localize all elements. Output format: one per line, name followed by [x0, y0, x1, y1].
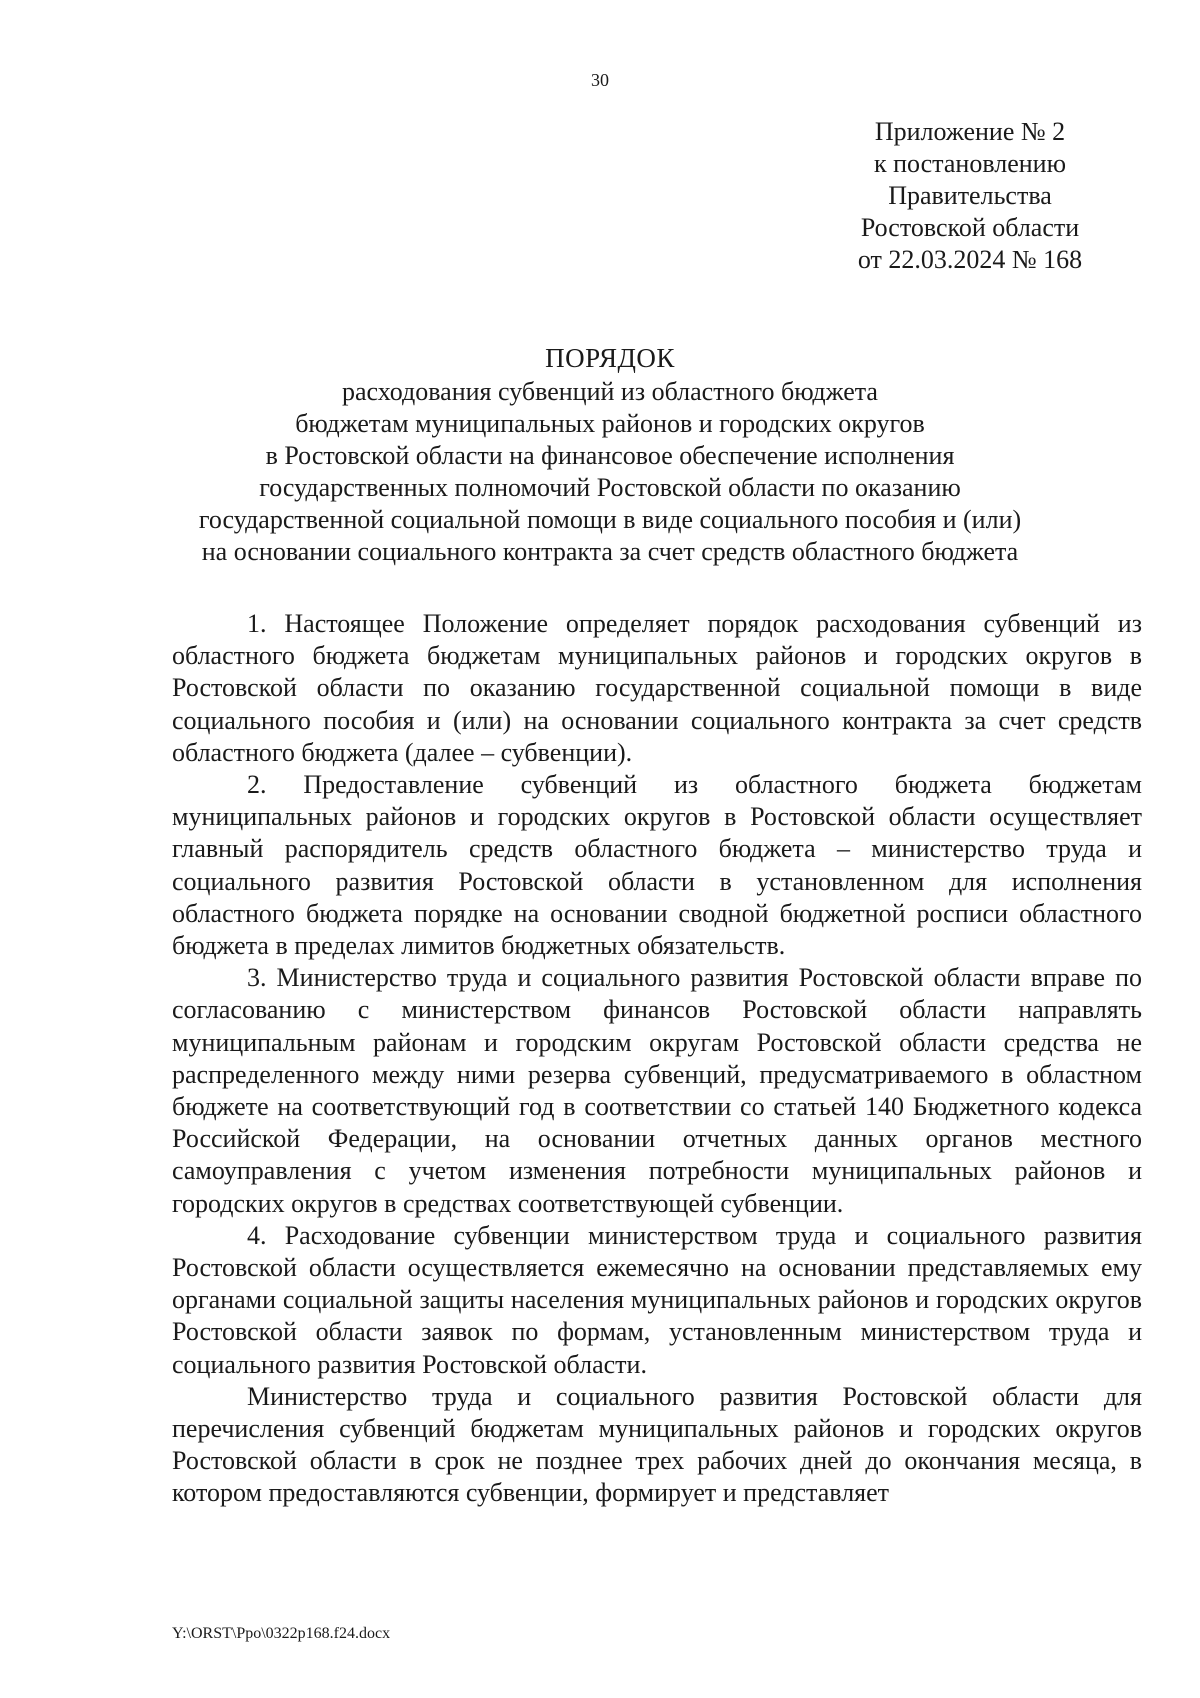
- paragraph-1: 1. Настоящее Положение определяет порядок расходования субвенций из областного бюджета бюджетам муниципальных районов и городских округов в Ростовской области по оказанию государственной социальной помощи в виде социального пособия и (или) на основании социального контракта за счет средств областного бюджета (далее – субвенции).: [172, 609, 1142, 767]
- paragraph-3: 3. Министерство труда и социального развития Ростовской области вправе по согласованию с министерством финансов Ростовской области направлять муниципальным районам и городским округам Ростовской области средства не распределенного между ними резерва субвенций, предусматриваемого в областном бюджете на соответствующий год в соответствии со статьей 140 Бюджетного кодекса Российской Федерации, на основании отчетных данных органов местного самоуправления с учетом изменения потребности муниципальных районов и городских округов в средствах соответствующей субвенции.: [172, 963, 1142, 1218]
- appendix-line: к постановлению: [873, 149, 1067, 178]
- document-subtitle-line: государственной социальной помощи в виде социального пособия и (или): [198, 505, 1022, 534]
- appendix-header: [820, 116, 1120, 276]
- page-number: 30: [591, 70, 609, 90]
- document-subtitle-line: расходования субвенций из областного бюджета: [342, 377, 878, 406]
- document-body: [172, 608, 1142, 1510]
- appendix-line: от 22.03.2024 № 168: [857, 245, 1083, 274]
- paragraph-5: Министерство труда и социального развития Ростовской области для перечисления субвенций бюджетам муниципальных районов и городских округов Ростовской области в срок не позднее трех рабочих дней до окончания месяца, в котором предоставляются субвенции, формирует и представляет: [172, 1381, 1142, 1508]
- document-title: ПОРЯДОК: [545, 343, 675, 373]
- document-subtitle-line: государственных полномочий Ростовской области по оказанию: [259, 473, 961, 502]
- document-subtitle-line: бюджетам муниципальных районов и городских округов: [295, 409, 925, 438]
- footer-file-path: Y:\ORST\Ppo\0322p168.f24.docx: [172, 1625, 391, 1642]
- paragraph-2: 2. Предоставление субвенций из областного бюджета бюджетам муниципальных районов и городских округов в Ростовской области осуществляет главный распорядитель средств областного бюджета – министерство труда и социального развития Ростовской области в установленном для исполнения областного бюджета порядке на основании сводной бюджетной росписи областного бюджета в пределах лимитов бюджетных обязательств.: [172, 770, 1142, 961]
- appendix-line: Правительства: [888, 181, 1052, 210]
- document-title-block: [150, 342, 1070, 568]
- document-subtitle-line: в Ростовской области на финансовое обеспечение исполнения: [265, 441, 955, 470]
- document-subtitle-line: на основании социального контракта за счет средств областного бюджета: [201, 537, 1019, 566]
- appendix-line: Приложение № 2: [874, 117, 1066, 146]
- appendix-line: Ростовской области: [860, 213, 1080, 242]
- paragraph-4: 4. Расходование субвенции министерством труда и социального развития Ростовской области осуществляется ежемесячно на основании представляемых ему органами социальной защиты населения муниципальных районов и городских округов Ростовской области заявок по формам, установленным министерством труда и социального развития Ростовской области.: [172, 1220, 1142, 1379]
